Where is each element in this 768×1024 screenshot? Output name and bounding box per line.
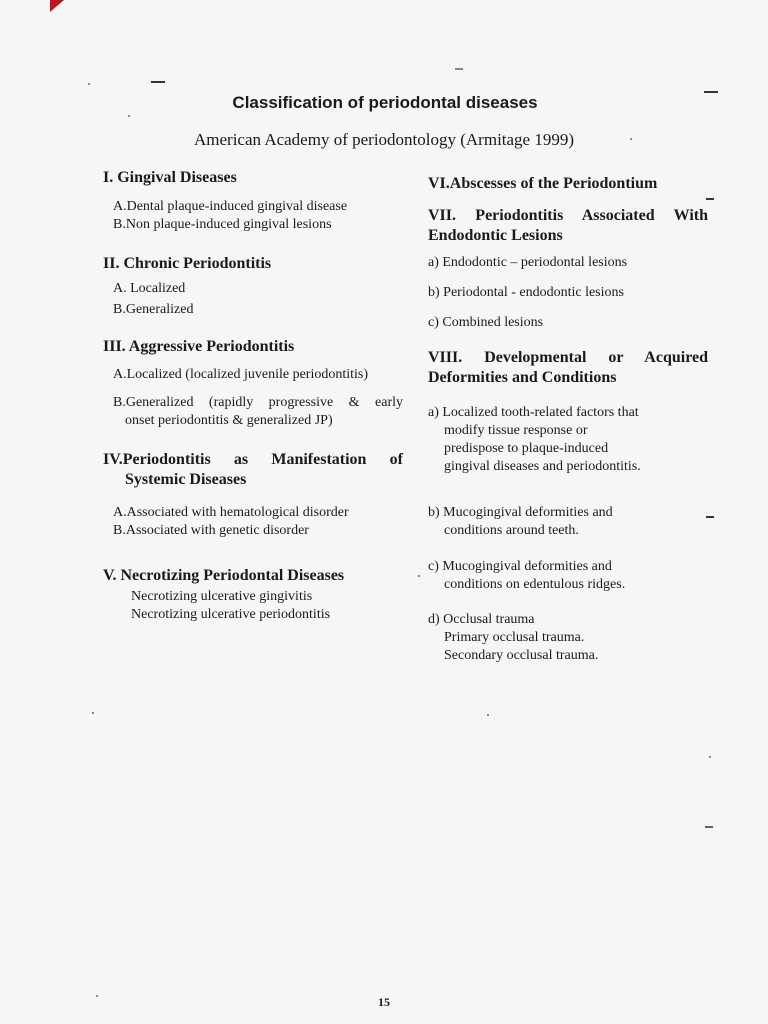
list-item-continued: conditions around teeth. — [444, 523, 579, 538]
list-item: a) Localized tooth-related factors that — [428, 405, 639, 420]
scan-mark — [151, 81, 165, 83]
page-number: 15 — [378, 995, 390, 1009]
list-item: d) Occlusal trauma — [428, 612, 535, 627]
section-systemic-periodontitis — [103, 450, 403, 540]
list-item: Necrotizing ulcerative gingivitis — [131, 589, 313, 604]
scan-mark — [705, 826, 713, 828]
scan-speck — [418, 575, 420, 577]
list-item-continued: predispose to plaque-induced — [444, 441, 609, 456]
list-item: Necrotizing ulcerative periodontitis — [131, 607, 331, 622]
scan-speck — [92, 712, 94, 714]
list-item: c) Mucogingival deformities and — [428, 559, 612, 574]
scan-speck — [487, 714, 489, 716]
list-item: B.Non plaque-induced gingival lesions — [113, 217, 332, 232]
section-heading: V. Necrotizing Periodontal Diseases — [103, 567, 345, 584]
list-item: B.Associated with genetic disorder — [113, 523, 309, 538]
section-heading-continued: Endodontic Lesions — [428, 227, 563, 244]
list-item: c) Combined lesions — [428, 315, 544, 330]
page-subtitle: American Academy of periodontology (Armitage 1999) — [193, 130, 575, 149]
list-item: A.Localized (localized juvenile periodontitis) — [113, 367, 369, 382]
list-item: B.Generalized — [113, 302, 194, 317]
scan-speck — [128, 115, 130, 117]
section-heading: IV.Periodontitis as Manifestation of — [103, 451, 403, 468]
scan-speck — [709, 756, 711, 758]
section-gingival-diseases — [103, 168, 403, 234]
section-aggressive-periodontitis — [103, 337, 403, 430]
list-item: b) Mucogingival deformities and — [428, 505, 613, 520]
left-column — [103, 168, 403, 624]
list-item: A. Localized — [113, 281, 186, 296]
section-developmental-deformities — [428, 348, 708, 665]
scan-speck — [88, 83, 90, 85]
section-endodontic-lesions — [428, 206, 708, 332]
list-item-continued: Secondary occlusal trauma. — [444, 648, 599, 663]
list-item: onset periodontitis & generalized JP) — [125, 413, 333, 428]
page-title: Classification of periodontal diseases — [232, 93, 538, 112]
section-chronic-periodontitis — [103, 254, 403, 319]
right-column — [428, 168, 708, 665]
section-heading: VIII. Developmental or Acquired — [428, 349, 708, 366]
section-heading: I. Gingival Diseases — [103, 169, 237, 186]
list-item: A.Dental plaque-induced gingival disease — [113, 199, 348, 214]
section-heading-continued: Deformities and Conditions — [428, 369, 617, 386]
section-heading-continued: Systemic Diseases — [125, 471, 247, 488]
scan-mark — [455, 68, 463, 70]
list-item-continued: Primary occlusal trauma. — [444, 630, 585, 645]
section-heading: VII. Periodontitis Associated With — [428, 207, 708, 224]
list-item-continued: modify tissue response or — [444, 423, 588, 438]
corner-mark — [50, 0, 64, 12]
section-heading: II. Chronic Periodontitis — [103, 255, 272, 272]
list-item: a) Endodontic – periodontal lesions — [428, 255, 628, 270]
section-heading: III. Aggressive Periodontitis — [103, 338, 295, 355]
list-item-continued: gingival diseases and periodontitis. — [444, 459, 641, 474]
list-item: A.Associated with hematological disorder — [113, 505, 349, 520]
list-item: B.Generalized (rapidly progressive & early — [113, 395, 403, 410]
list-item-continued: conditions on edentulous ridges. — [444, 577, 626, 592]
section-abscesses — [428, 174, 708, 194]
section-necrotizing-diseases — [103, 566, 403, 624]
list-item: b) Periodontal - endodontic lesions — [428, 285, 624, 300]
section-heading: VI.Abscesses of the Periodontium — [428, 175, 658, 192]
